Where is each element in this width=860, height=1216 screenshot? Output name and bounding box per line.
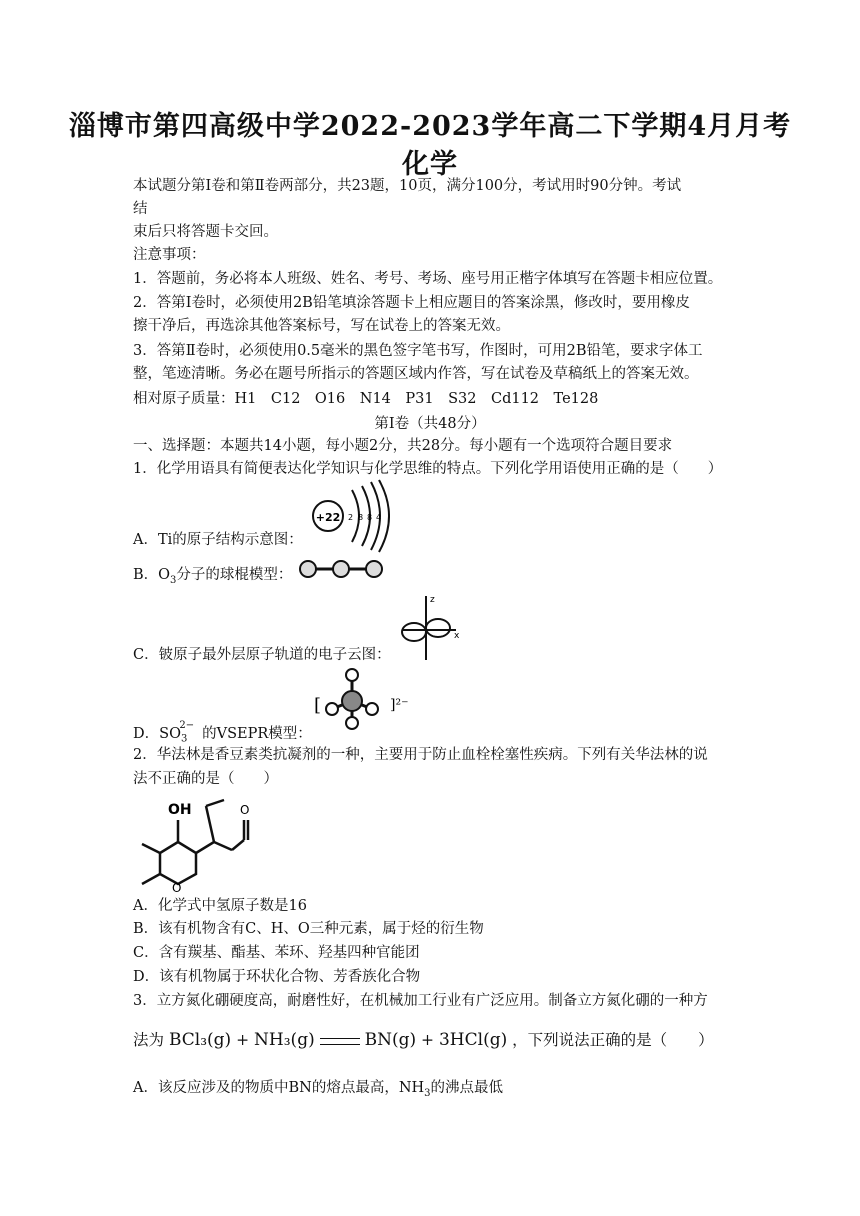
q3-equation: 法为 BCl₃(g) + NH₃(g) BN(g) + 3HCl(g) ，下列说法正确的是（ ） (133, 1030, 714, 1050)
notice-heading: 注意事项： (133, 247, 206, 263)
warfarin-structure (130, 792, 270, 894)
ketone-o: O (240, 803, 250, 817)
o3-ball-stick-model (296, 558, 386, 580)
nucleus-label: +22 (315, 511, 341, 524)
shell-1: 2 (348, 513, 354, 522)
q2-stem-1: 2．华法林是香豆素类抗凝剂的一种，主要用于防止血栓栓塞性疾病。下列有关华法林的说 (133, 747, 708, 763)
bracket-charge: ]²⁻ (390, 697, 409, 713)
shell-3: 8 (367, 513, 373, 522)
q2-option-b: B．该有机物含有C、H、O三种元素，属于烃的衍生物 (133, 921, 484, 937)
intro-line-2: 结 (133, 201, 148, 217)
notice-item-2a: 2．答第Ⅰ卷时，必须使用2B铅笔填涂答题卡上相应题目的答案涂黑，修改时，要用橡皮 (133, 295, 690, 311)
shell-4: 4 (376, 513, 382, 522)
shell-2: 8 (358, 513, 364, 522)
intro-line-3: 束后只将答题卡交回。 (133, 224, 278, 240)
q1-option-d: D．$SO_3^{2-}$的VSEPR模型： (133, 720, 312, 745)
part1-header: 一、选择题：本题共14小题，每小题2分，共28分。每小题有一个选项符合题目要求 (133, 438, 673, 454)
intro-line-1: 本试题分第Ⅰ卷和第Ⅱ卷两部分，共23题，10页，满分100分，考试用时90分钟。考试 (133, 178, 682, 194)
axis-z-label: z (430, 595, 435, 605)
q3-stem-1: 3．立方氮化硼硬度高，耐磨性好，在机械加工行业有广泛应用。制备立方氮化硼的一种方 (133, 993, 708, 1009)
axis-x-label: x (454, 631, 460, 641)
ti-atom-diagram (308, 478, 390, 554)
so3-vsepr-model (312, 665, 422, 735)
q2-option-a: A．化学式中氢原子数是16 (133, 898, 307, 914)
bracket-open: [ (314, 695, 322, 716)
notice-item-1: 1．答题前，务必将本人班级、姓名、考号、考场、座号用正楷字体填写在答题卡相应位置。 (133, 271, 723, 287)
oh-label: OH (168, 802, 192, 818)
p-orbital-cloud (398, 590, 464, 662)
notice-item-2b: 擦干净后，再选涂其他答案标号，写在试卷上的答案无效。 (133, 318, 510, 334)
q3-option-a: A．该反应涉及的物质中BN的熔点最高，$NH_3$的沸点最低 (133, 1080, 504, 1099)
subject-title: 化学 (402, 149, 458, 180)
q1-option-b: B．$O_3$分子的球棍模型： (133, 567, 293, 586)
equals-sign (320, 1038, 360, 1045)
q1-option-a: A．Ti的原子结构示意图： (133, 532, 303, 548)
section-title: 第Ⅰ卷（共48分） (374, 416, 486, 432)
q2-option-d: D．该有机物属于环状化合物、芳香族化合物 (133, 969, 421, 985)
q1-stem: 1．化学用语具有简便表达化学知识与化学思维的特点。下列化学用语使用正确的是（ ） (133, 461, 723, 477)
atomic-masses: 相对原子质量：H1 C12 O16 N14 P31 S32 Cd112 Te128 (133, 391, 599, 407)
notice-item-3a: 3．答第Ⅱ卷时，必须使用0.5毫米的黑色签字笔书写，作图时，可用2B铅笔，要求字体工 (133, 343, 703, 359)
notice-item-3b: 整，笔迹清晰。务必在题号所指示的答题区域内作答，写在试卷及草稿纸上的答案无效。 (133, 366, 699, 382)
q2-option-c: C．含有羰基、酯基、苯环、羟基四种官能团 (133, 945, 420, 961)
q2-stem-2: 法不正确的是（ ） (133, 771, 278, 787)
q1-option-c: C．铍原子最外层原子轨道的电子云图： (133, 647, 391, 663)
ring-o: O (172, 881, 182, 894)
exam-title: 淄博市第四高级中学2022-2023学年高二下学期4月月考 (68, 111, 792, 142)
